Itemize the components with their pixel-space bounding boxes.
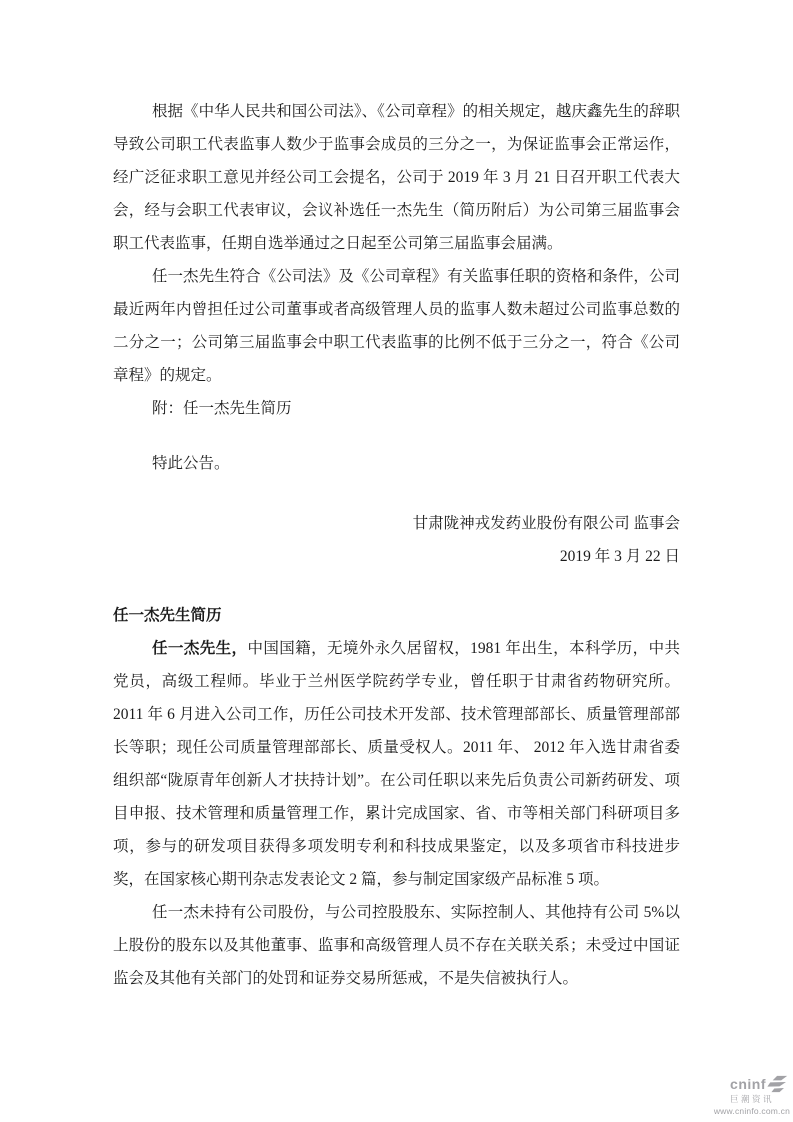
resume-heading: 任一杰先生简历	[113, 607, 222, 624]
cninfo-url: www.cninfo.com.cn	[713, 1105, 790, 1116]
attachment-note: 附：任一杰先生简历	[152, 400, 292, 417]
cninfo-swirl-icon	[767, 1075, 788, 1093]
resume-body-text: 中国国籍，无境外永久居留权，1981 年出生，本科学历，中共党员，高级工程师。毕业于兰州医学院药学专业，曾任职于甘肃省药物研究所。2011 年 6 月进入公司工作，历任公司技术开发部、技术管理部部长、质量管理部部长等职；现任公司质量管理部部长、质量受权人。2011 年、 2012 年入选甘肃省委组织部“陇原青年创新人才扶持计划”。在公司任职以来先后负责公司新药研发、项目申报、技术管理和质量管理工作，累计完成国家、省、市等相关部门科研项目多项，参与的研发项目获得多项发明专利和科技成果鉴定，以及多项省市科技进步奖，在国家核心期刊杂志发表论文 2 篇，参与制定国家级产品标准 5 项。	[113, 640, 680, 888]
cninfo-logo-text: cninf	[730, 1076, 766, 1092]
resume-name-lead: 任一杰先生，	[152, 640, 248, 657]
closing-statement: 特此公告。	[152, 455, 230, 472]
cninfo-chinese-name: 巨潮资讯	[729, 1094, 774, 1104]
resume-shareholding-paragraph: 任一杰未持有公司股份，与公司控股股东、实际控制人、其他持有公司 5%以上股份的股东以及其他董事、监事和高级管理人员不存在关联关系；未受过中国证监会及其他有关部门的处罚和证券交易所惩戒，不是失信被执行人。	[113, 904, 680, 987]
signature-date: 2019 年 3 月 22 日	[559, 548, 680, 565]
cninfo-logo-row	[704, 1075, 790, 1093]
paragraph-election-background: 根据《中华人民共和国公司法》、《公司章程》的相关规定，越庆鑫先生的辞职导致公司职工代表监事人数少于监事会成员的三分之一，为保证监事会正常运作，经广泛征求职工意见并经公司工会提名，公司于 2019 年 3 月 21 日召开职工代表大会，经与会职工代表审议，会议补选任一杰先生（简历附后）为公司第三届监事会职工代表监事，任期自选举通过之日起至公司第三届监事会届满。	[113, 103, 680, 252]
signature-block	[113, 507, 680, 573]
signature-company: 甘肃陇神戎发药业股份有限公司 监事会	[412, 515, 680, 532]
paragraph-qualification: 任一杰先生符合《公司法》及《公司章程》有关监事任职的资格和条件，公司最近两年内曾担任过公司董事或者高级管理人员的监事人数未超过公司监事总数的二分之一；公司第三届监事会中职工代表监事的比例不低于三分之一，符合《公司章程》的规定。	[113, 268, 680, 384]
resume-paragraph	[113, 632, 680, 896]
cninfo-watermark	[704, 1075, 790, 1115]
document-body	[113, 0, 680, 995]
